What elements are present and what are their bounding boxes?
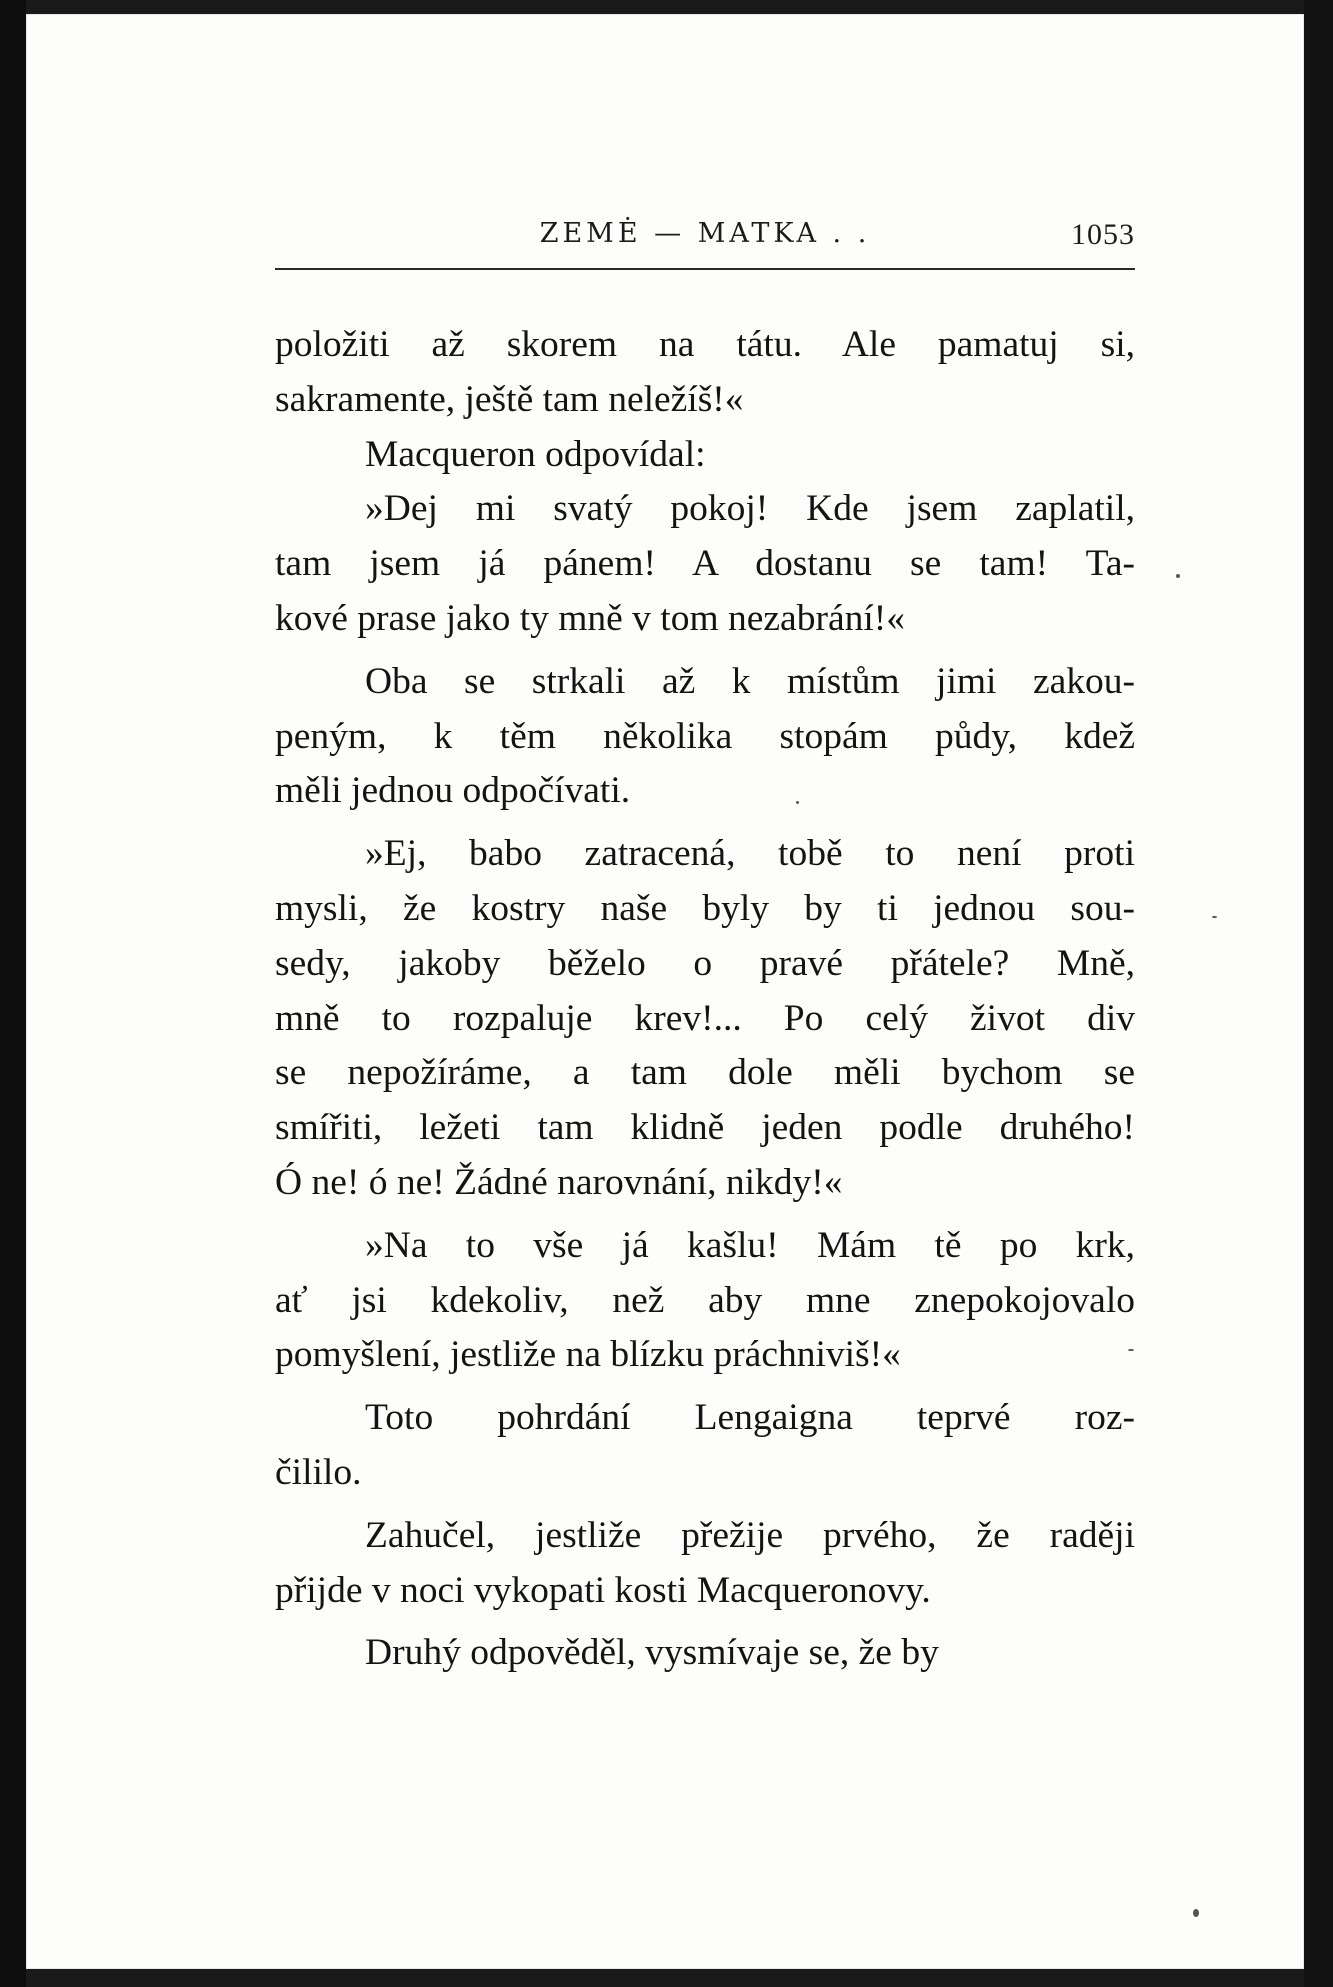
body-text (275, 318, 1135, 1681)
page-number: 1053 (1071, 218, 1135, 251)
paragraph-gap (275, 1618, 1135, 1626)
text-line: se nepožíráme, a tam dole měli bychom se (275, 1052, 1135, 1094)
paragraph (275, 482, 1135, 646)
text-line: položiti až skorem na tátu. Ale pamatuj si, (275, 324, 1135, 365)
header-rule (275, 268, 1135, 270)
text-line: přijde v noci vykopati kosti Macqueronovy. (275, 1569, 931, 1611)
text-line: sedy, jakoby běželo o pravé přátele? Mně, (275, 942, 1135, 984)
text-line: měli jednou odpočívati. (275, 770, 631, 812)
text-line: Druhý odpověděl, vysmívaje se, že by (365, 1632, 939, 1674)
text-line: tam jsem já pánem! A dostanu se tam! Ta- (275, 543, 1135, 585)
text-line: mysli, že kostry naše byly by ti jednou sou- (275, 887, 1135, 929)
scan-speck (1193, 1909, 1199, 1917)
paragraph-gap (275, 1383, 1135, 1391)
text-line: Zahučel, jestliže přežije prvého, že raději (365, 1514, 1135, 1556)
paragraph-gap (275, 819, 1135, 827)
running-head-title: ZEMĖ — MATKA . . (539, 218, 871, 249)
text-line: »Na to vše já kašlu! Mám tě po krk, (365, 1224, 1135, 1266)
paragraph (275, 1626, 1135, 1681)
paragraph (275, 827, 1135, 1211)
text-line: »Dej mi svatý pokoj! Kde jsem zaplatil, (365, 488, 1135, 530)
text-line: čililo. (275, 1451, 362, 1493)
running-head (275, 218, 1135, 258)
paragraph-gap (275, 1501, 1135, 1509)
text-line: pomyšlení, jestliže na blízku práchniviš!« (275, 1334, 901, 1376)
text-line: kové prase jako ty mně v tom nezabrání!« (275, 597, 905, 639)
paragraph (275, 1391, 1135, 1501)
scan-speck (1212, 916, 1217, 918)
paragraph (275, 1509, 1135, 1619)
paragraph (275, 1219, 1135, 1383)
text-line: sakramente, ještě tam neležíš!« (275, 378, 744, 420)
text-line: mně to rozpaluje krev!... Po celý život div (275, 997, 1135, 1039)
paragraph-gap (275, 1211, 1135, 1219)
scan-left-border (0, 0, 26, 1987)
paragraph (275, 655, 1135, 819)
paragraph (275, 428, 1135, 483)
text-line: Ó ne! ó ne! Žádné narovnání, nikdy!« (275, 1161, 843, 1203)
scan-right-border (1304, 0, 1333, 1987)
text-line: Oba se strkali až k místům jimi zakou- (365, 660, 1135, 702)
text-line: Macqueron odpovídal: (365, 433, 706, 475)
text-line: smířiti, ležeti tam klidně jeden podle druhého! (275, 1107, 1135, 1149)
scan-speck (1176, 574, 1180, 578)
paragraph-gap (275, 647, 1135, 655)
text-line: »Ej, babo zatracená, tobě to není proti (365, 833, 1135, 875)
paragraph (275, 318, 1135, 428)
text-line: Toto pohrdání Lengaigna teprvé roz- (365, 1397, 1135, 1439)
scan-speck (796, 801, 799, 804)
scan-speck (1128, 1349, 1134, 1351)
text-line: peným, k těm několika stopám půdy, kdež (275, 715, 1135, 757)
text-line: ať jsi kdekoliv, než aby mne znepokojovalo (275, 1279, 1135, 1321)
